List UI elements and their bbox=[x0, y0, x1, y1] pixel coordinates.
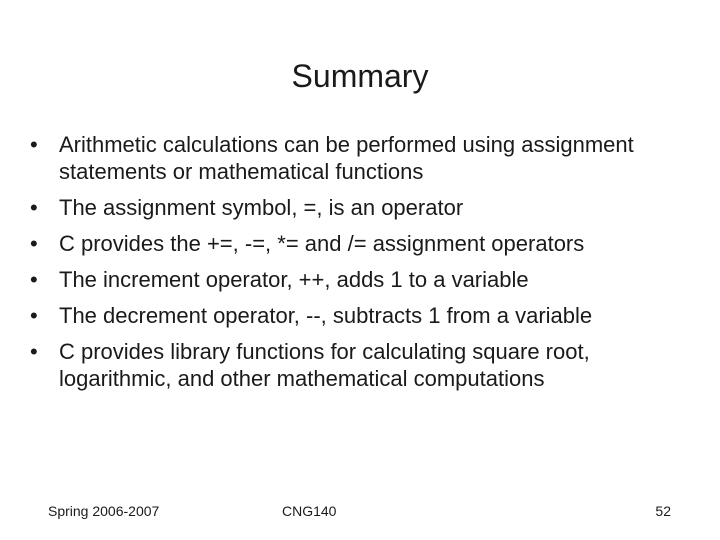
bullet-text: The increment operator, ++, adds 1 to a variable bbox=[59, 267, 529, 292]
bullet-item bbox=[30, 194, 700, 221]
bullet-text: Arithmetic calculations can be performed using assignment statements or mathematical functions bbox=[59, 132, 634, 184]
footer-page-number: 52 bbox=[655, 503, 671, 519]
bullet-item bbox=[30, 302, 700, 329]
bullet-icon: • bbox=[30, 132, 38, 157]
bullet-icon: • bbox=[30, 231, 38, 256]
bullet-item bbox=[30, 230, 700, 257]
bullet-icon: • bbox=[30, 339, 38, 364]
footer-course: CNG140 bbox=[282, 503, 337, 519]
bullet-icon: • bbox=[30, 195, 38, 220]
bullet-text: The decrement operator, --, subtracts 1 from a variable bbox=[59, 303, 593, 328]
bullet-text: C provides library functions for calculating square root, logarithmic, and other mathematical computations bbox=[59, 339, 590, 391]
bullet-icon: • bbox=[30, 303, 38, 328]
bullet-item bbox=[30, 266, 700, 293]
bullet-text: C provides the +=, -=, *= and /= assignment operators bbox=[59, 231, 585, 256]
bullet-text: The assignment symbol, =, is an operator bbox=[59, 195, 464, 220]
slide-title: Summary bbox=[291, 58, 429, 94]
bullet-item bbox=[30, 338, 700, 392]
bullet-list bbox=[30, 131, 700, 401]
bullet-icon: • bbox=[30, 267, 38, 292]
bullet-item bbox=[30, 131, 700, 185]
footer-date: Spring 2006-2007 bbox=[48, 503, 160, 519]
